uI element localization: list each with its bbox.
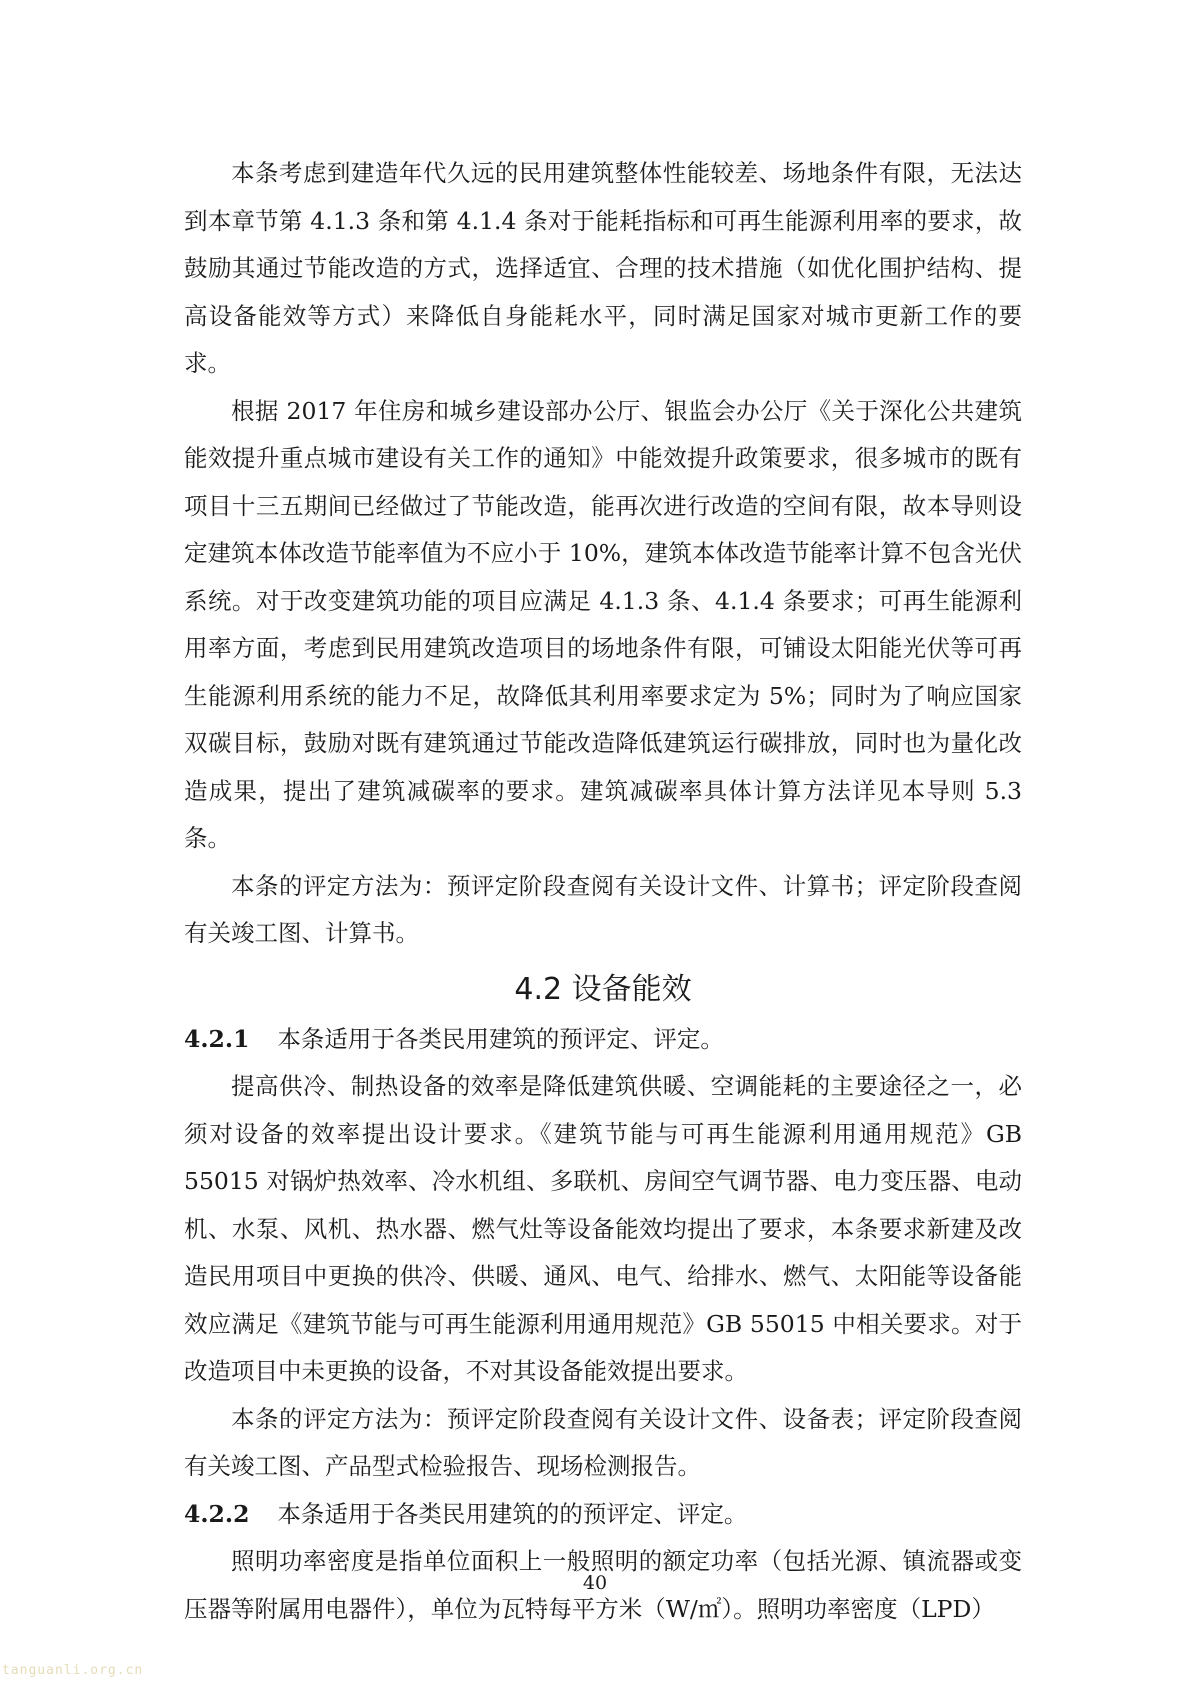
page-number: 40	[582, 1572, 608, 1594]
paragraph: 提高供冷、制热设备的效率是降低建筑供暖、空调能耗的主要途径之一，必须对设备的效率提出设计要求。《建筑节能与可再生能源利用通用规范》GB 55015 对锅炉热效率、冷水机组、多联机、房间空气调节器、电力变压器、电动机、水泵、风机、热水器、燃气灶等设备能效均提出了要求，本条要求新建及改造民用项目中更换的供冷、供暖、通风、电气、给排水、燃气、太阳能等设备能效应满足《建筑节能与可再生能源利用通用规范》GB 55015 中相关要求。对于改造项目中未更换的设备，不对其设备能效提出要求。	[184, 1072, 1022, 1385]
clause-heading	[184, 1016, 1022, 1064]
clause-number: 4.2.1	[184, 1024, 250, 1053]
paragraph: 本条的评定方法为：预评定阶段查阅有关设计文件、计算书；评定阶段查阅有关竣工图、计算书。	[184, 871, 1022, 947]
clause-text: 本条适用于各类民用建筑的的预评定、评定。	[277, 1499, 748, 1528]
clause-number: 4.2.2	[184, 1499, 250, 1528]
paragraph: 照明功率密度是指单位面积上一般照明的额定功率（包括光源、镇流器或变压器等附属用电器件），单位为瓦特每平方米（W/㎡）。照明功率密度（LPD）	[184, 1547, 1022, 1623]
paragraph: 本条的评定方法为：预评定阶段查阅有关设计文件、设备表；评定阶段查阅有关竣工图、产品型式检验报告、现场检测报告。	[184, 1404, 1022, 1480]
clause-text: 本条适用于各类民用建筑的预评定、评定。	[277, 1024, 724, 1053]
paragraph: 本条考虑到建造年代久远的民用建筑整体性能较差、场地条件有限，无法达到本章节第 4.1.3 条和第 4.1.4 条对于能耗指标和可再生能源利用率的要求，故鼓励其通过节能改造的方式，选择适宜、合理的技术措施（如优化围护结构、提高设备能效等方式）来降低自身能耗水平，同时满足国家对城市更新工作的要求。	[184, 159, 1022, 377]
section-title: 4.2 设备能效	[514, 971, 692, 1007]
document-body	[184, 150, 1022, 1633]
clause-heading	[184, 1491, 1022, 1539]
paragraph: 根据 2017 年住房和城乡建设部办公厅、银监会办公厅《关于深化公共建筑能效提升重点城市建设有关工作的通知》中能效提升政策要求，很多城市的既有项目十三五期间已经做过了节能改造，能再次进行改造的空间有限，故本导则设定建筑本体改造节能率值为不应小于 10%，建筑本体改造节能率计算不包含光伏系统。对于改变建筑功能的项目应满足 4.1.3 条、4.1.4 条要求；可再生能源利用率方面，考虑到民用建筑改造项目的场地条件有限，可铺设太阳能光伏等可再生能源利用系统的能力不足，故降低其利用率要求定为 5%；同时为了响应国家双碳目标，鼓励对既有建筑通过节能改造降低建筑运行碳排放，同时也为量化改造成果，提出了建筑减碳率的要求。建筑减碳率具体计算方法详见本导则 5.3 条。	[184, 396, 1022, 852]
watermark: tanguanli.org.cn	[2, 1663, 144, 1678]
